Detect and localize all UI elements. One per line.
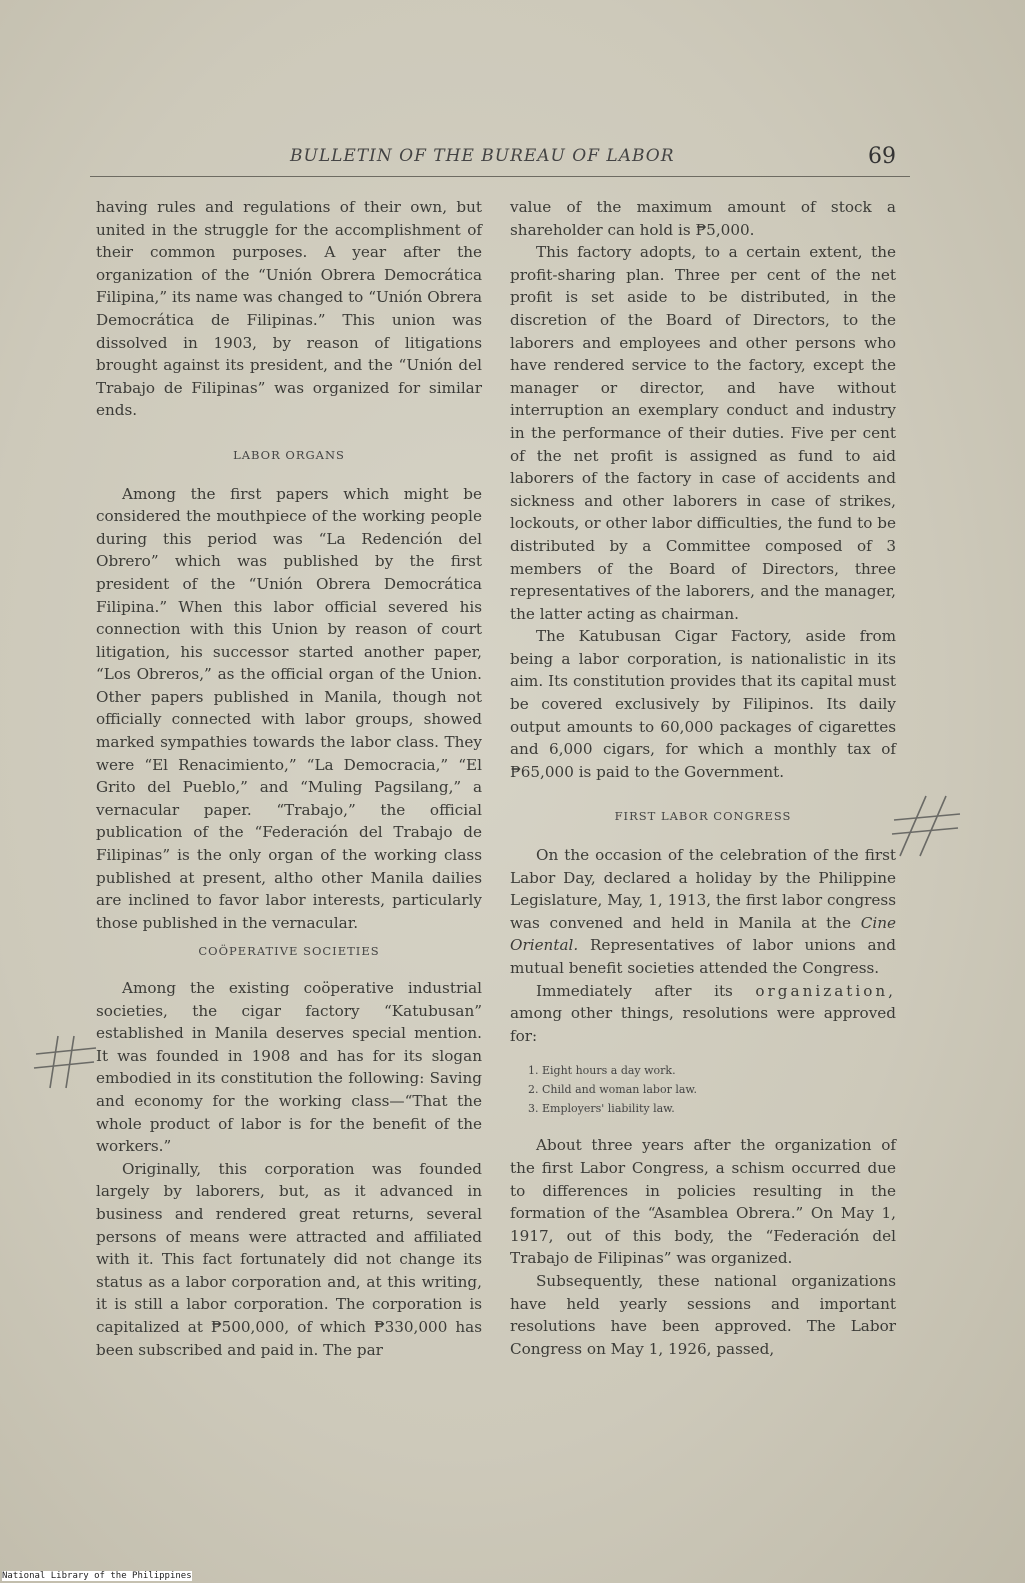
paragraph: Subsequently, these national organizations have held yearly sessions and important resolutions have been approved. The Labor Congress on May 1, 1926, passed, <box>510 1271 896 1358</box>
paragraph: About three years after the organization of the first Labor Congress, a schism occurred due to differences in policies resulting in the formation of the “Asamblea Obrera.” On May 1, 1917, out of this body, the “Federación del Trabajo de Filipinas” was organized. <box>510 1136 896 1268</box>
page-header <box>90 140 910 180</box>
paragraph: This factory adopts, to a certain extent, the profit-sharing plan. Three per cent of the net profit is set aside to be distributed, in the discretion of the Board of Directors, to the laborers and employees and other persons who have rendered service to the factory, except the manager or director, and have without interruption an exemplary conduct and industry in the performance of their duties. Five per cent of the net profit is assigned as fund to aid laborers of the factory in case of accidents and sickness and other laborers in case of strikes, lockouts, or other labor difficulties, the fund to be distributed by a Committee composed of 3 members of the Board of Directors, three representatives of the laborers, and the manager, the latter acting as chairman. <box>510 243 896 623</box>
spaced-word: organization, <box>755 981 896 1000</box>
list-item: 2. Child and woman labor law. <box>528 1083 698 1097</box>
paragraph <box>510 844 896 980</box>
section-heading-labor-organs: LABOR ORGANS <box>233 447 345 462</box>
text-run: Representatives of labor unions and mutual benefit societies attended the Congress. <box>510 936 896 977</box>
paragraph: Among the existing coöperative industrial societies, the cigar factory “Katubusan” established in Manila deserves special mention. It was founded in 1908 and has for its slogan embodied in its constitution the following: Saving and economy for the working class—“That the whole product of labor is for the benefit of the workers.” <box>96 979 482 1156</box>
paragraph: having rules and regulations of their own, but united in the struggle for the accomplishment of their common purposes. A year after the organization of the “Unión Obrera Democrática Filipina,” its name was changed to “Unión Obrera Democrática de Filipinas.” This union was dissolved in 1903, by reason of litigations brought against its president, and the “Unión del Trabajo de Filipinas” was organized for similar ends. <box>96 198 482 420</box>
section-heading-first-labor-congress: FIRST LABOR CONGRESS <box>614 809 792 824</box>
left-column <box>96 196 482 1361</box>
list-item: 3. Employers' liability law. <box>528 1102 675 1116</box>
text-run: On the occasion of the celebration of the first Labor Day, declared a holiday by the Philippine Legislature, May, 1, 1913, the first labor congress was convened and held in Manila at the <box>510 846 896 932</box>
resolutions-list <box>528 1061 896 1118</box>
paragraph <box>510 980 896 1048</box>
running-head: BULLETIN OF THE BUREAU OF LABOR <box>290 146 675 166</box>
pencil-hash-mark-icon <box>886 792 966 862</box>
paragraph: Originally, this corporation was founded largely by laborers, but, as it advanced in business and rendered great returns, several persons of means were attracted and affiliated with it. This fact fortunately did not change its status as a labor corporation and, at this writing, it is still a labor corporation. The corporation is capitalized at ₱500,000, of which ₱330,000 has been subscribed and paid in. The par <box>96 1159 482 1359</box>
scan-credit: National Library of the Philippines <box>2 1571 192 1581</box>
section-heading-cooperative-societies: COÖPERATIVE SOCIETIES <box>198 944 380 959</box>
right-column <box>510 196 896 1360</box>
header-rule <box>90 176 910 177</box>
paragraph: Among the first papers which might be considered the mouthpiece of the working people during this period was “La Redención del Obrero” which was published by the first president of the “Unión Obrera Democrática Filipina.” When this labor official severed his connection with this Union by reason of court litigation, his successor started another paper, “Los Obreros,” as the official organ of the Union. Other papers published in Manila, though not officially connected with labor groups, showed marked sympathies towards the labor class. They were “El Renacimiento,” “La Democracia,” “El Grito del Pueblo,” and “Muling Pagsilang,” a vernacular paper. “Trabajo,” the official publication of the “Federación del Trabajo de Filipinas” is the only organ of the working class published at present, altho other Manila dailies are inclined to favor labor interests, particularly those published in the vernacular. <box>96 484 482 932</box>
list-item: 1. Eight hours a day work. <box>528 1064 676 1078</box>
paragraph: value of the maximum amount of stock a shareholder can hold is ₱5,000. <box>510 198 896 239</box>
page-number: 69 <box>868 144 896 169</box>
paragraph: The Katubusan Cigar Factory, aside from being a labor corporation, is nationalistic in its aim. Its constitution provides that its capital must be covered exclusively by Filipinos. Its daily output amounts to 60,000 packages of cigarettes and 6,000 cigars, for which a monthly tax of ₱65,000 is paid to the Government. <box>510 627 896 781</box>
text-run: Immediately after its <box>536 981 756 1000</box>
text-run: among other things, resolutions were approved for: <box>510 1004 896 1045</box>
pencil-hash-mark-icon <box>30 1032 100 1092</box>
italic-venue: Cine Oriental. <box>510 913 896 955</box>
